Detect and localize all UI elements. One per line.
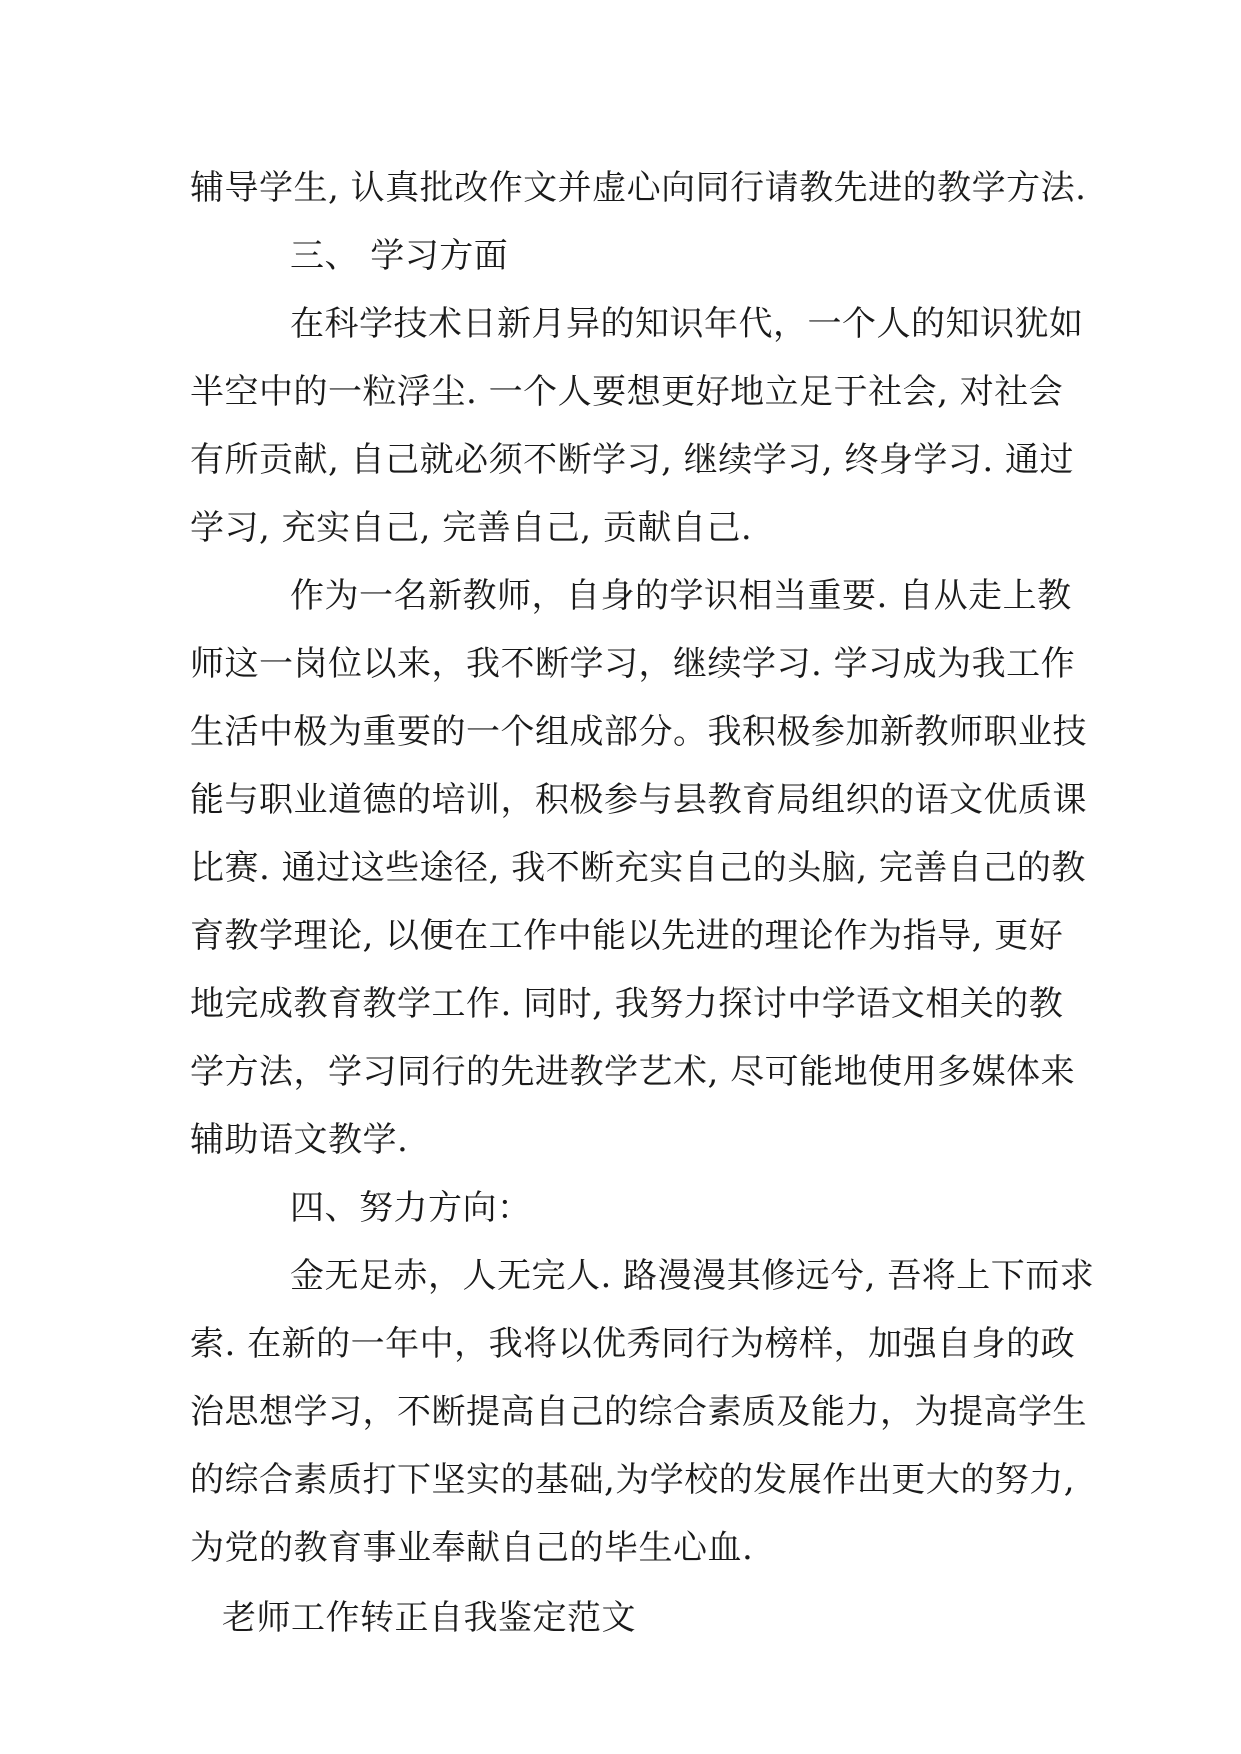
- text-line: 师这一岗位以来，我不断学习，继续学习. 学习成为我工作: [190, 644, 1076, 684]
- text-line: 作为一名新教师，自身的学识相当重要. 自从走上教: [290, 576, 1072, 616]
- text-line: 辅助语文教学.: [190, 1120, 409, 1160]
- section-heading: 三、 学习方面: [290, 236, 509, 276]
- text-line: 生活中极为重要的一个组成部分。我积极参加新教师职业技: [190, 712, 1087, 752]
- text-line: 半空中的一粒浮尘. 一个人要想更好地立足于社会, 对社会: [190, 372, 1064, 412]
- text-line: 学习, 充实自己, 完善自己, 贡献自己.: [190, 508, 753, 548]
- text-line: 的综合素质打下坚实的基础,为学校的发展作出更大的努力,: [190, 1460, 1076, 1500]
- text-line: 比赛. 通过这些途径, 我不断充实自己的头脑, 完善自己的教: [190, 848, 1086, 888]
- section-heading: 四、努力方向：: [290, 1188, 532, 1228]
- text-line: 在科学技术日新月异的知识年代，一个人的知识犹如: [290, 304, 1084, 344]
- text-line: 辅导学生, 认真批改作文并虚心向同行请教先进的教学方法.: [190, 168, 1087, 208]
- text-line: 学方法，学习同行的先进教学艺术, 尽可能地使用多媒体来: [190, 1052, 1076, 1092]
- text-line: 有所贡献, 自己就必须不断学习, 继续学习, 终身学习. 通过: [190, 440, 1074, 480]
- text-line: 为党的教育事业奉献自己的毕生心血.: [190, 1528, 754, 1568]
- text-line: 能与职业道德的培训，积极参与县教育局组织的语文优质课: [190, 780, 1087, 820]
- text-line: 育教学理论, 以便在工作中能以先进的理论作为指导, 更好: [190, 916, 1064, 956]
- text-line: 治思想学习，不断提高自己的综合素质及能力，为提高学生: [190, 1392, 1087, 1432]
- text-line: 地完成教育教学工作. 同时, 我努力探讨中学语文相关的教: [190, 984, 1064, 1024]
- text-line: 索. 在新的一年中，我将以优秀同行为榜样，加强自身的政: [190, 1324, 1076, 1364]
- document-footer-title: 老师工作转正自我鉴定范文: [222, 1598, 636, 1638]
- text-line: 金无足赤，人无完人. 路漫漫其修远兮, 吾将上下而求: [290, 1256, 1095, 1296]
